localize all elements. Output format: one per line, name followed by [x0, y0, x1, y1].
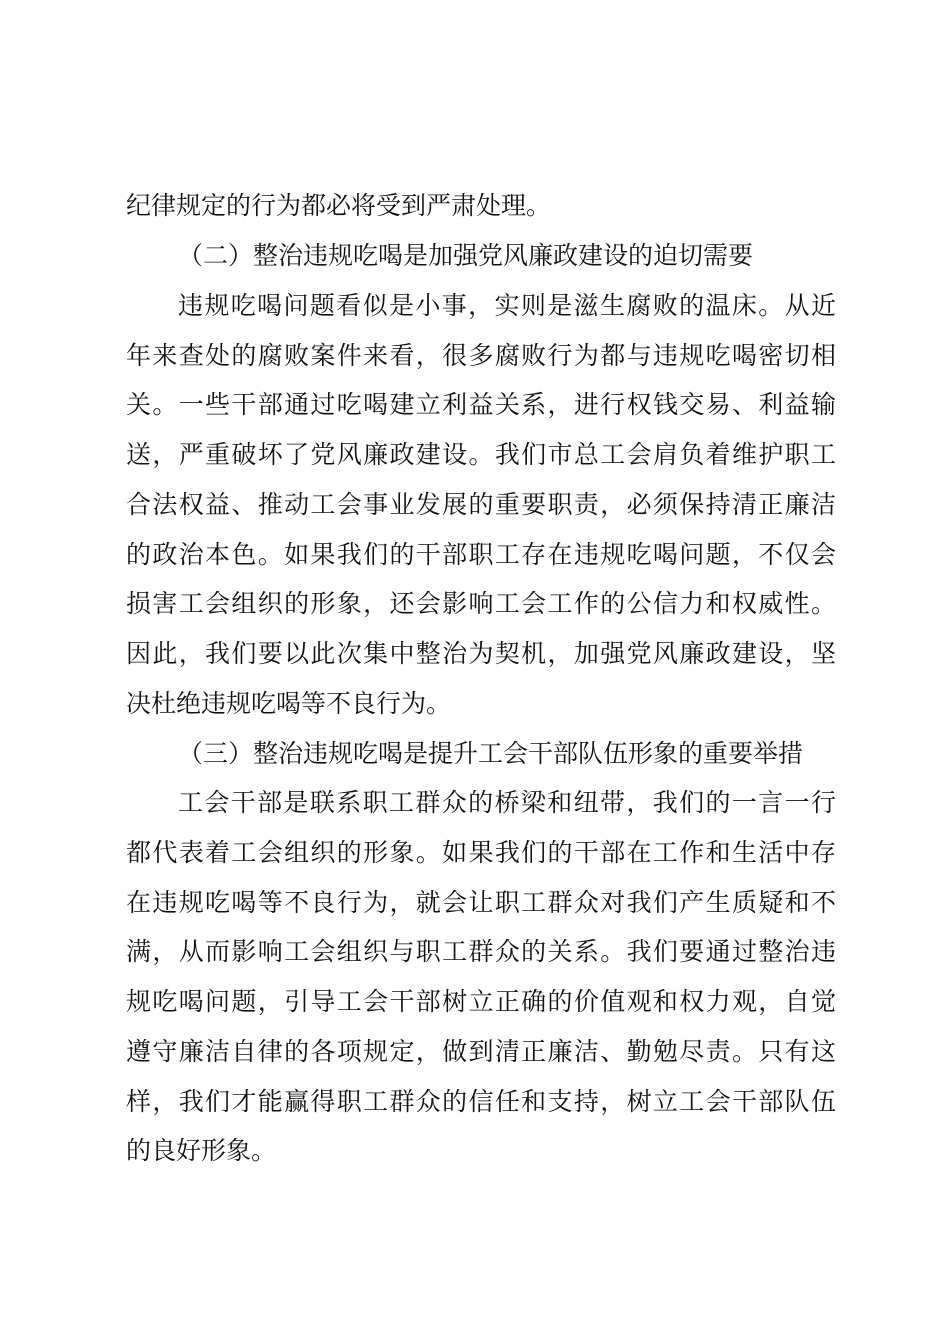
paragraph-line: 因此，我们要以此次集中整治为契机，加强党风廉政建设，坚 — [126, 639, 836, 668]
paragraph-line: 工会干部是联系职工群众的桥梁和纽带，我们的一言一行 — [178, 788, 836, 817]
paragraph-line: 规吃喝问题，引导工会干部树立正确的价值观和权力观，自觉 — [126, 987, 836, 1016]
section-heading-3: （三）整治违规吃喝是提升工会干部队伍形象的重要举措 — [178, 739, 804, 768]
paragraph-line: 送，严重破坏了党风廉政建设。我们市总工会肩负着维护职工 — [126, 440, 836, 469]
paragraph-line: 纪律规定的行为都必将受到严肃处理。 — [126, 191, 552, 220]
paragraph-line: 满，从而影响工会组织与职工群众的关系。我们要通过整治违 — [126, 937, 836, 966]
section-heading-2: （二）整治违规吃喝是加强党风廉政建设的迫切需要 — [178, 241, 754, 270]
paragraph-line: 遵守廉洁自律的各项规定，做到清正廉洁、勤勉尽责。只有这 — [126, 1037, 836, 1066]
paragraph-line: 在违规吃喝等不良行为，就会让职工群众对我们产生质疑和不 — [126, 888, 836, 917]
paragraph-line: 的良好形象。 — [126, 1136, 277, 1165]
paragraph-line: 违规吃喝问题看似是小事，实则是滋生腐败的温床。从近 — [178, 291, 836, 320]
paragraph-line: 样，我们才能赢得职工群众的信任和支持，树立工会干部队伍 — [126, 1087, 836, 1116]
paragraph-line: 合法权益、推动工会事业发展的重要职责，必须保持清正廉洁 — [126, 490, 836, 519]
paragraph-line: 损害工会组织的形象，还会影响工会工作的公信力和权威性。 — [126, 589, 836, 618]
paragraph-line: 年来查处的腐败案件来看，很多腐败行为都与违规吃喝密切相 — [126, 341, 836, 370]
paragraph-line: 的政治本色。如果我们的干部职工存在违规吃喝问题，不仅会 — [126, 540, 836, 569]
paragraph-line: 都代表着工会组织的形象。如果我们的干部在工作和生活中存 — [126, 838, 836, 867]
paragraph-line: 关。一些干部通过吃喝建立利益关系，进行权钱交易、利益输 — [126, 390, 836, 419]
paragraph-line: 决杜绝违规吃喝等不良行为。 — [126, 689, 452, 718]
